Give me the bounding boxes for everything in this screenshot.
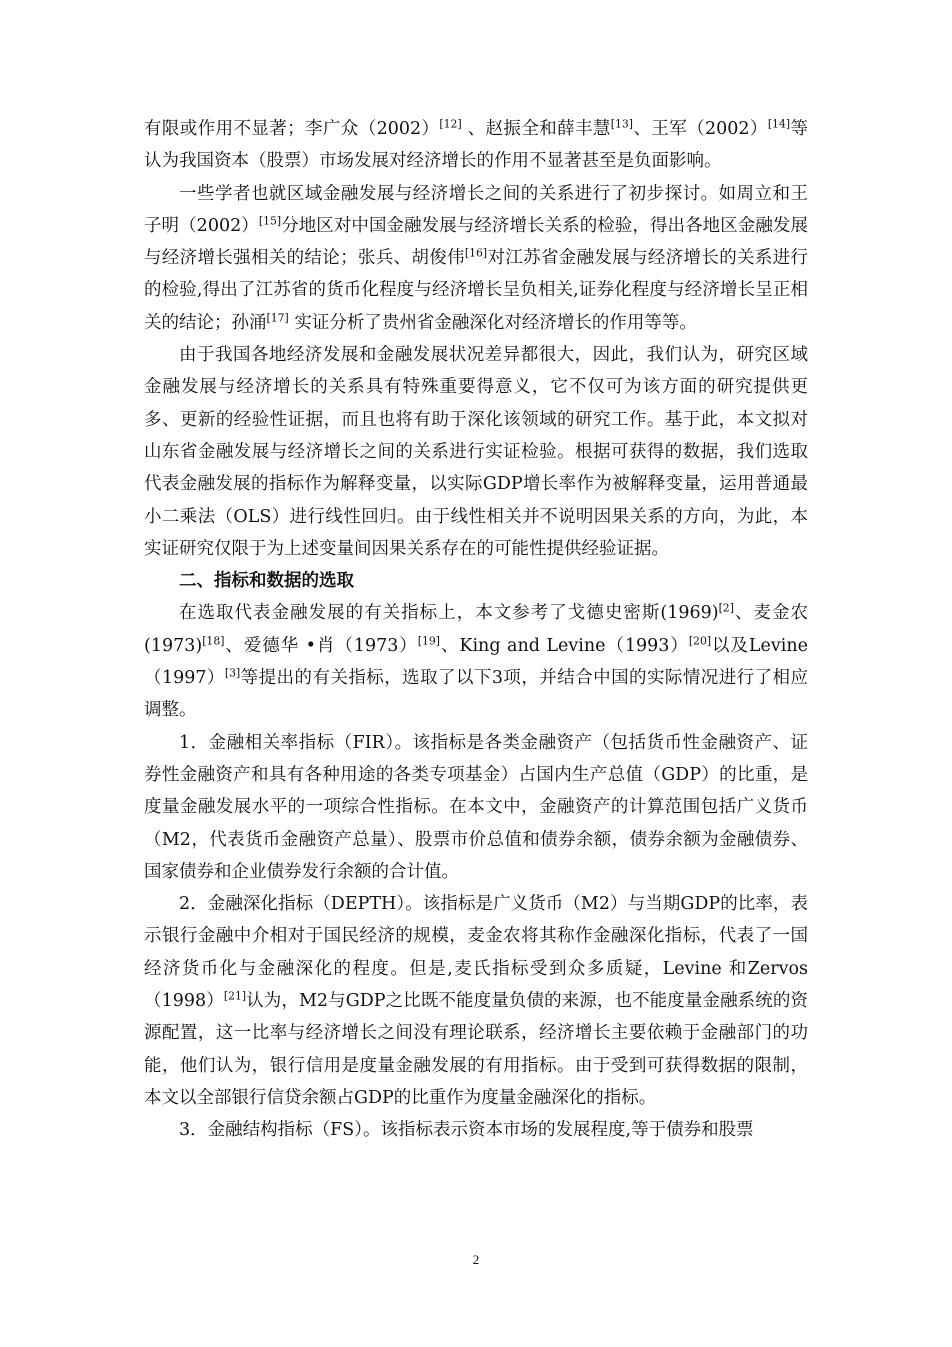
citation-ref: [18] xyxy=(202,634,225,648)
citation-ref: [3] xyxy=(224,666,241,680)
paragraph xyxy=(144,727,808,888)
text-run: 等认为我国资本（股票）市场发展对经济增长的作用不显著甚至是负面影响。 xyxy=(144,119,808,172)
text-run: 对江苏省金融发展与经济增长的关系进行的检验,得出了江苏省的货币化程度与经济增长呈负相关,证券化程度与经济增长呈正相关的结论；孙涌 xyxy=(144,248,809,333)
text-run: 、King and Levine（1993） xyxy=(440,635,689,656)
citation-ref: [21] xyxy=(223,989,247,1003)
text-run: 以及Levine（1997） xyxy=(144,635,809,689)
paragraph xyxy=(144,888,808,1114)
text-run: 3．金融结构指标（FS）。该指标表示资本市场的发展程度,等于债券和股票 xyxy=(179,1120,754,1141)
paragraph xyxy=(144,597,808,726)
text-run: 有限或作用不显著；李广众（2002） xyxy=(144,119,440,139)
paragraph xyxy=(144,178,808,339)
text-run: 、王军（2002） xyxy=(633,119,768,139)
text-run: 、赵振全和薛丰慧 xyxy=(461,119,611,139)
citation-ref: [16] xyxy=(464,246,488,260)
text-run: 一些学者也就区域金融发展与经济增长之间的关系进行了初步探讨。如周立和王子明（2002） xyxy=(144,183,808,236)
citation-ref: [14] xyxy=(767,117,791,131)
text-run: 分地区对中国金融发展与经济增长关系的检验，得出各地区金融发展与经济增长强相关的结论；张兵、胡俊伟 xyxy=(144,215,808,269)
text-run: 在选取代表金融发展的有关指标上，本文参考了戈德史密斯(1969) xyxy=(179,603,719,624)
text-run: 由于我国各地经济发展和金融发展状况差异都很大，因此，我们认为，研究区域金融发展与经济增长的关系具有特殊重要得意义，它不仅可为该方面的研究提供更多、更新的经验性证据，而且也将有助于深化该领域的研究工作。基于此，本文拟对山东省金融发展与经济增长之间的关系进行实证检验。根据可获得的数据，我们选取代表金融发展的指标作为解释变量，以实际GDP增长率作为被解释变量，运用普通最小二乘法（OLS）进行线性回归。由于线性相关并不说明因果关系的方向，为此，本实证研究仅限于为上述变量间因果关系存在的可能性提供经验证据。 xyxy=(144,345,808,559)
citation-ref: [20] xyxy=(688,634,712,648)
section-heading xyxy=(144,565,808,597)
citation-ref: [17] xyxy=(266,311,289,325)
paragraph xyxy=(144,339,808,565)
text-run: 实证分析了贵州省金融深化对经济增长的作用等等。 xyxy=(288,312,697,333)
citation-ref: [13] xyxy=(610,117,634,131)
text-run: 、爱德华 •肖（1973） xyxy=(224,635,418,656)
body-text xyxy=(144,113,808,1147)
text-run: 认为，M2与GDP之比既不能度量负债的来源，也不能度量金融系统的资源配置，这一比率与经济增长之间没有理论联系，经济增长主要依赖于金融部门的功能，他们认为，银行信用是度量金融发展的有用指标。由于受到可获得数据的限制，本文以全部银行信贷余额占GDP的比重作为度量金融深化的指标。 xyxy=(144,991,808,1108)
citation-ref: [2] xyxy=(718,601,734,615)
text-run: 等提出的有关指标，选取了以下3项，并结合中国的实际情况进行了相应调整。 xyxy=(144,668,808,721)
text-run: 、麦金农(1973) xyxy=(144,603,808,656)
citation-ref: [19] xyxy=(417,634,440,648)
page-number: 2 xyxy=(472,1252,480,1267)
text-run: 二、指标和数据的选取 xyxy=(179,571,354,592)
paragraph xyxy=(144,113,808,178)
citation-ref: [15] xyxy=(258,214,282,228)
paragraph xyxy=(144,1114,808,1146)
text-run: 1．金融相关率指标（FIR）。该指标是各类金融资产（包括货币性金融资产、证券性金融资产和具有各种用途的各类专项基金）占国内生产总值（GDP）的比重，是度量金融发展水平的一项综合性指标。在本文中，金融资产的计算范围包括广义货币（M2，代表货币金融资产总量）、股票市价总值和债券余额，债券余额为金融债券、国家债券和企业债券发行余额的合计值。 xyxy=(144,732,808,882)
text-run: 2．金融深化指标（DEPTH）。该指标是广义货币（M2）与当期GDP的比率，表示银行金融中介相对于国民经济的规模，麦金农将其称作金融深化指标，代表了一国经济货币化与金融深化的程度。但是,麦氏指标受到众多质疑，Levine 和Zervos（1998） xyxy=(144,894,808,1012)
citation-ref: [12] xyxy=(439,117,462,131)
